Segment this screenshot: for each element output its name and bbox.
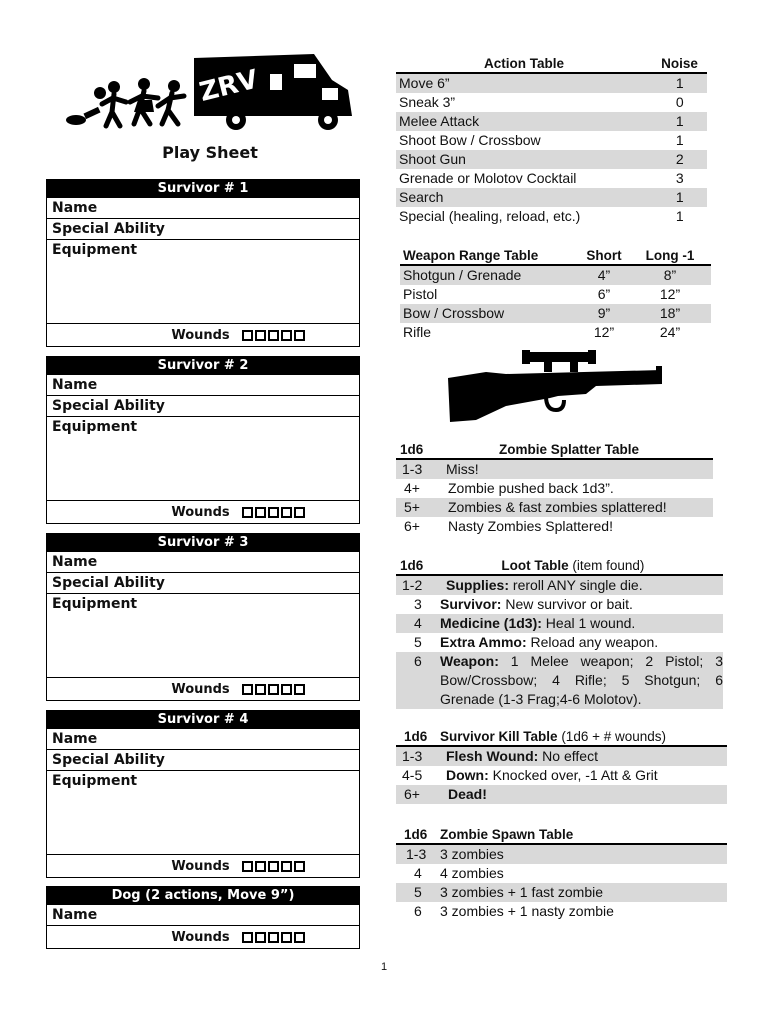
wounds-label: Wounds (171, 858, 230, 874)
special-ability-field[interactable]: Special Ability (47, 219, 359, 240)
name-field[interactable]: Name (47, 552, 359, 573)
column-header: Zombie Spawn Table (440, 827, 574, 842)
special-ability-field[interactable]: Special Ability (47, 750, 359, 771)
wounds-label: Wounds (171, 504, 230, 520)
logo-text: ZRV (196, 64, 262, 108)
table-row: 1-3 3 zombies (396, 845, 727, 864)
table-row: 6+ Dead! (396, 785, 727, 804)
equipment-field[interactable]: Equipment (47, 240, 359, 324)
table-row: Search 1 (396, 188, 707, 207)
table-row: 6 Weapon: 1 Melee weapon; 2 Pistol; 3 Bow/Crossbow; 4 Rifle; 5 Shotgun; 6 Grenade (1-3 Frag;4-6 Molotov). (396, 652, 723, 709)
table-row: Bow / Crossbow 9” 18” (400, 304, 711, 323)
wound-checkbox[interactable] (294, 861, 305, 872)
wounds-row (47, 324, 359, 346)
wound-checkbox[interactable] (281, 330, 292, 341)
special-ability-field[interactable]: Special Ability (47, 573, 359, 594)
wound-checkbox[interactable] (255, 684, 266, 695)
wound-checkbox[interactable] (294, 932, 305, 943)
survivor-header: Survivor # 4 (47, 711, 359, 729)
table-row: Shoot Bow / Crossbow 1 (399, 132, 684, 148)
wound-checkbox[interactable] (242, 861, 253, 872)
action-table (396, 54, 707, 226)
column-header: Noise (661, 56, 698, 71)
table-header (400, 246, 711, 266)
equipment-field[interactable]: Equipment (47, 771, 359, 855)
weapon-range-table (400, 246, 711, 342)
column-header: 1d6 (400, 558, 424, 573)
column-header: Survivor Kill Table (440, 729, 558, 744)
column-header: Loot Table (501, 558, 569, 573)
wound-checkbox[interactable] (255, 507, 266, 518)
survivor-card-1 (46, 179, 360, 347)
column-header: 1d6 (400, 442, 424, 457)
table-row: 4+ Zombie pushed back 1d3”. (404, 480, 614, 496)
survivor-card-4 (46, 710, 360, 878)
zrv-logo (62, 50, 362, 135)
zombie-splatter-table (396, 440, 713, 536)
wounds-row (47, 678, 359, 700)
table-header (396, 54, 707, 74)
name-field[interactable]: Name (47, 905, 359, 926)
wounds-label: Wounds (171, 327, 230, 343)
survivor-kill-table (396, 727, 727, 804)
table-row: 6+ Nasty Zombies Splattered! (404, 518, 613, 534)
wounds-label: Wounds (171, 929, 230, 945)
dog-header: Dog (2 actions, Move 9”) (47, 887, 359, 905)
wounds-row (47, 501, 359, 523)
column-header: Short (586, 248, 622, 263)
table-row: 1-2 Supplies: reroll ANY single die. (396, 576, 723, 595)
survivor-header: Survivor # 1 (47, 180, 359, 198)
column-subheader: (1d6 + # wounds) (561, 729, 667, 744)
column-header: 1d6 (404, 827, 428, 842)
table-row: Rifle 12” 24” (403, 324, 681, 340)
special-ability-field[interactable]: Special Ability (47, 396, 359, 417)
wound-checkbox[interactable] (281, 684, 292, 695)
column-header: Weapon Range Table (403, 248, 539, 263)
table-row: Shotgun / Grenade 4” 8” (400, 266, 711, 285)
table-header (396, 727, 727, 747)
equipment-field[interactable]: Equipment (47, 417, 359, 501)
wounds-label: Wounds (171, 681, 230, 697)
table-row: Shoot Gun 2 (396, 150, 707, 169)
table-row: 6 3 zombies + 1 nasty zombie (414, 903, 614, 919)
table-row: 1-3 Flesh Wound: No effect (396, 747, 727, 766)
rifle-icon (446, 350, 668, 426)
name-field[interactable]: Name (47, 729, 359, 750)
table-header (396, 440, 713, 460)
wound-checkbox[interactable] (281, 507, 292, 518)
wounds-row (47, 855, 359, 877)
wound-checkbox[interactable] (294, 684, 305, 695)
table-row: Pistol 6” 12” (403, 286, 681, 302)
column-header: Long -1 (645, 248, 695, 263)
table-row: Sneak 3” 0 (399, 94, 684, 110)
column-header: 1d6 (404, 729, 428, 744)
wound-checkbox[interactable] (242, 932, 253, 943)
survivor-header: Survivor # 3 (47, 534, 359, 552)
column-header: Action Table (483, 56, 564, 71)
wound-checkbox[interactable] (268, 330, 279, 341)
wounds-row (47, 926, 359, 948)
table-row: Move 6” 1 (396, 74, 707, 93)
survivor-card-2 (46, 356, 360, 524)
survivor-header: Survivor # 2 (47, 357, 359, 375)
table-row: 5 3 zombies + 1 fast zombie (396, 883, 727, 902)
zombie-spawn-table (396, 825, 727, 921)
table-row: 4-5 Down: Knocked over, -1 Att & Grit (402, 767, 658, 783)
table-header (396, 825, 727, 845)
table-row: Melee Attack 1 (396, 112, 707, 131)
table-row: 4 4 zombies (414, 865, 504, 881)
wound-checkbox[interactable] (294, 507, 305, 518)
sheet-title: Play Sheet (162, 143, 258, 162)
wound-checkbox[interactable] (255, 330, 266, 341)
wound-checkbox[interactable] (294, 330, 305, 341)
table-row: Grenade or Molotov Cocktail 3 (399, 170, 684, 186)
wound-checkbox[interactable] (281, 932, 292, 943)
survivor-card-3 (46, 533, 360, 701)
wound-checkbox[interactable] (268, 684, 279, 695)
table-row: Special (healing, reload, etc.) 1 (399, 208, 684, 224)
column-header: Zombie Splatter Table (498, 442, 640, 457)
column-subheader: (item found) (572, 558, 645, 573)
loot-table (396, 556, 723, 709)
wound-checkbox[interactable] (268, 861, 279, 872)
wound-checkbox[interactable] (242, 330, 253, 341)
wound-checkbox[interactable] (242, 684, 253, 695)
dog-card (46, 886, 360, 949)
wound-checkbox[interactable] (281, 861, 292, 872)
table-row: 1-3 Miss! (396, 460, 713, 479)
page-number: 1 (380, 961, 388, 973)
name-field[interactable]: Name (47, 198, 359, 219)
wound-checkbox[interactable] (255, 861, 266, 872)
table-row: 3 Survivor: New survivor or bait. (414, 596, 633, 612)
table-row: 5 Extra Ammo: Reload any weapon. (414, 634, 659, 650)
wound-checkbox[interactable] (242, 507, 253, 518)
wound-checkbox[interactable] (268, 932, 279, 943)
table-header (396, 556, 723, 576)
wound-checkbox[interactable] (268, 507, 279, 518)
table-row: 5+ Zombies & fast zombies splattered! (396, 498, 713, 517)
equipment-field[interactable]: Equipment (47, 594, 359, 678)
wound-checkbox[interactable] (255, 932, 266, 943)
table-row: 4 Medicine (1d3): Heal 1 wound. (396, 614, 723, 633)
zombie-rv-illustration (62, 50, 362, 135)
name-field[interactable]: Name (47, 375, 359, 396)
